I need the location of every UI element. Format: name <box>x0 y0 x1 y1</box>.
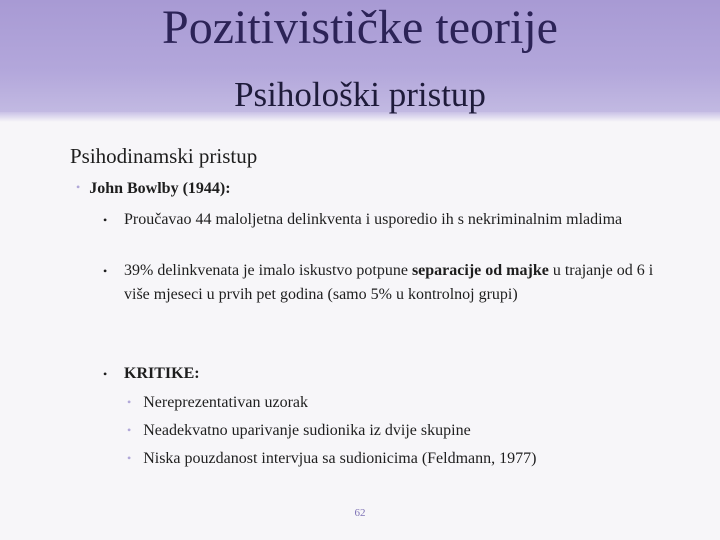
bowlby-label: John Bowlby (1944): <box>89 180 231 197</box>
bullet-icon: • <box>127 395 132 409</box>
bullet-icon: • <box>127 451 132 465</box>
critiques-label: KRITIKE: <box>124 365 200 382</box>
bullet-icon: • <box>103 264 108 278</box>
point-study <box>103 208 663 232</box>
emphasis-separation: separacije od majke <box>411 262 549 279</box>
point-study-text: Proučavao 44 maloljetna delinkventa i usporedio ih s nekriminalnim mladima <box>124 211 623 228</box>
critique-item <box>127 391 308 414</box>
bullet-icon: • <box>103 213 108 227</box>
slide-title: Pozitivističke teorije <box>162 1 558 54</box>
point-separation <box>103 259 663 307</box>
text-after: u trajanje od 6 i više mjeseci u prvih pet godina (samo 5% u kontrolnoj grupi) <box>124 262 654 303</box>
point-critiques <box>103 362 663 386</box>
text-before: 39% delinkvenata je imalo iskustvo potpune <box>124 262 412 279</box>
slide-subtitle: Psihološki pristup <box>234 75 486 114</box>
critique-text: Nereprezentativan uzorak <box>143 394 308 411</box>
critique-text: Neadekvatno uparivanje sudionika iz dvije skupine <box>143 422 471 439</box>
page-number: 62 <box>354 507 366 519</box>
bullet-icon: • <box>127 423 132 437</box>
critique-item <box>127 447 536 470</box>
critique-item <box>127 419 471 442</box>
bullet-icon: • <box>76 180 81 194</box>
critique-text: Niska pouzdanost intervjua sa sudionicima (Feldmann, 1977) <box>143 450 537 467</box>
point-separation-text <box>124 259 663 307</box>
bullet-icon: • <box>103 367 108 381</box>
bullet-level1-bowlby <box>76 180 231 198</box>
section-heading: Psihodinamski pristup <box>70 144 258 168</box>
